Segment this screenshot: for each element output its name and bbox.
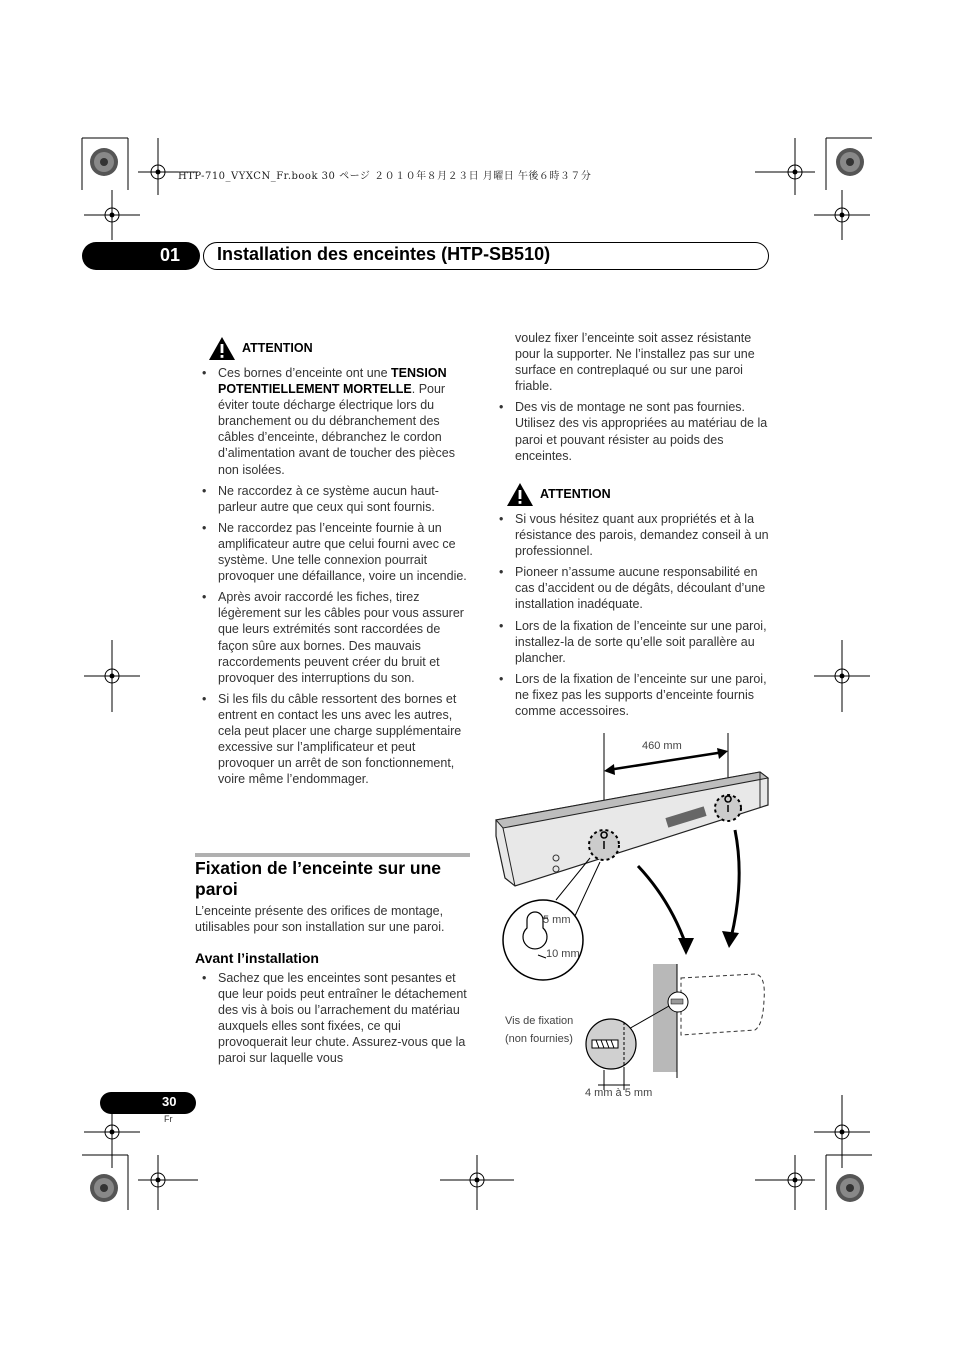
section-title: Fixation de l’enceinte sur une paroi — [195, 858, 442, 899]
list-item: • Sachez que les enceintes sont pesantes et que leur poids peut entraîner le détachement des vis à bois ou l’arrachement du matériau auxquels elles sont fixées, ce qui provoquerait leur chute. Assurez-vous que la paroi sur laquelle vous — [195, 970, 473, 1067]
page-number: 30 — [162, 1094, 177, 1109]
attention-label: ATTENTION — [242, 341, 313, 355]
section-intro: L’enceinte présente des orifices de montage, utilisables pour son installation sur une paroi. — [195, 904, 445, 935]
depth-label: 4 mm à 5 mm — [585, 1087, 653, 1099]
attention-label: ATTENTION — [540, 487, 611, 501]
page-number-tab — [100, 1092, 196, 1114]
list-item: • Si les fils du câble ressortent des bornes et entrent en contact les uns avec les autres, cela peut placer une charge supplémentaire excessive sur l’amplificateur et peut provoquer un arrêt de son fonctionnement, voire même l’endommager. — [195, 691, 473, 788]
print-slug: HTP-710_VYXCN_Fr.book 30 ページ ２０１０年８月２３日 月曜日 午後６時３７分 — [178, 171, 592, 182]
list-item: • Ces bornes d’enceinte ont une TENSION POTENTIELLEMENT MORTELLE. Pour éviter toute décharge électrique lors du branchement ou du débranchement des câbles d’enceinte, débranchez le cordon d’alimentation avant de toucher des pièces non isolées. — [195, 365, 473, 478]
list-item: • Ne raccordez à ce système aucun haut-parleur autre que ceux qui sont fournis. — [195, 483, 473, 515]
chapter-tab — [82, 242, 200, 270]
right-attention-list — [492, 511, 770, 724]
list-item: • Après avoir raccordé les fiches, tirez légèrement sur les câbles pour vous assurer que leurs extrémités sont raccordées de façon sûre aux bornes. Des mauvais raccordements peuvent créer du bruit et provoquer des interruptions du son. — [195, 589, 473, 686]
before-install-list — [195, 970, 473, 1072]
hole-small-label: 5 mm — [543, 914, 571, 926]
list-item: • Pioneer n’assume aucune responsabilité en cas d’accident ou de dégâts, découlant d’une installation inadéquate. — [492, 564, 770, 612]
page-language: Fr — [164, 1114, 173, 1124]
list-item: • Ne raccordez pas l’enceinte fournie à un amplificateur autre que celui fourni avec ce système. Une telle connexion pourrait provoquer une défaillance, voire un incendie. — [195, 520, 473, 584]
spacing-label: 460 mm — [642, 740, 682, 752]
right-text-top — [492, 330, 770, 469]
section-rule — [195, 853, 470, 857]
left-attention-list — [195, 365, 473, 792]
list-item: • Lors de la fixation de l’enceinte sur une paroi, installez-la de sorte qu’elle soit parallère au plancher. — [492, 618, 770, 666]
chapter-number: 01 — [160, 245, 181, 265]
hole-large-label: 10 mm — [546, 948, 580, 960]
warning-icon — [506, 482, 534, 507]
chapter-title: Installation des enceintes (HTP-SB510) — [217, 244, 551, 264]
list-item: • Des vis de montage ne sont pas fournies. Utilisez des vis appropriées au matériau de la paroi et pouvant résister au poids des enceintes. — [492, 399, 770, 463]
bold-warning: TENSION POTENTIELLEMENT MORTELLE — [218, 366, 447, 397]
screw-label-line1: Vis de fixation — [505, 1015, 574, 1027]
list-item: • Lors de la fixation de l’enceinte sur une paroi, ne fixez pas les supports d’enceinte fournis comme accessoires. — [492, 671, 770, 719]
warning-icon — [208, 336, 236, 361]
subsection-title: Avant l’installation — [195, 950, 319, 966]
screw-label-line2: (non fournies) — [505, 1033, 573, 1045]
continuation-text: voulez fixer l’enceinte soit assez résistante pour la supporter. Ne l’installez pas sur une surface en contreplaqué ou sur une paroi friable. — [515, 331, 755, 394]
wall-mount-diagram — [490, 728, 780, 1108]
list-item: • Si vous hésitez quant aux propriétés et à la résistance des parois, demandez conseil à un professionnel. — [492, 511, 770, 559]
